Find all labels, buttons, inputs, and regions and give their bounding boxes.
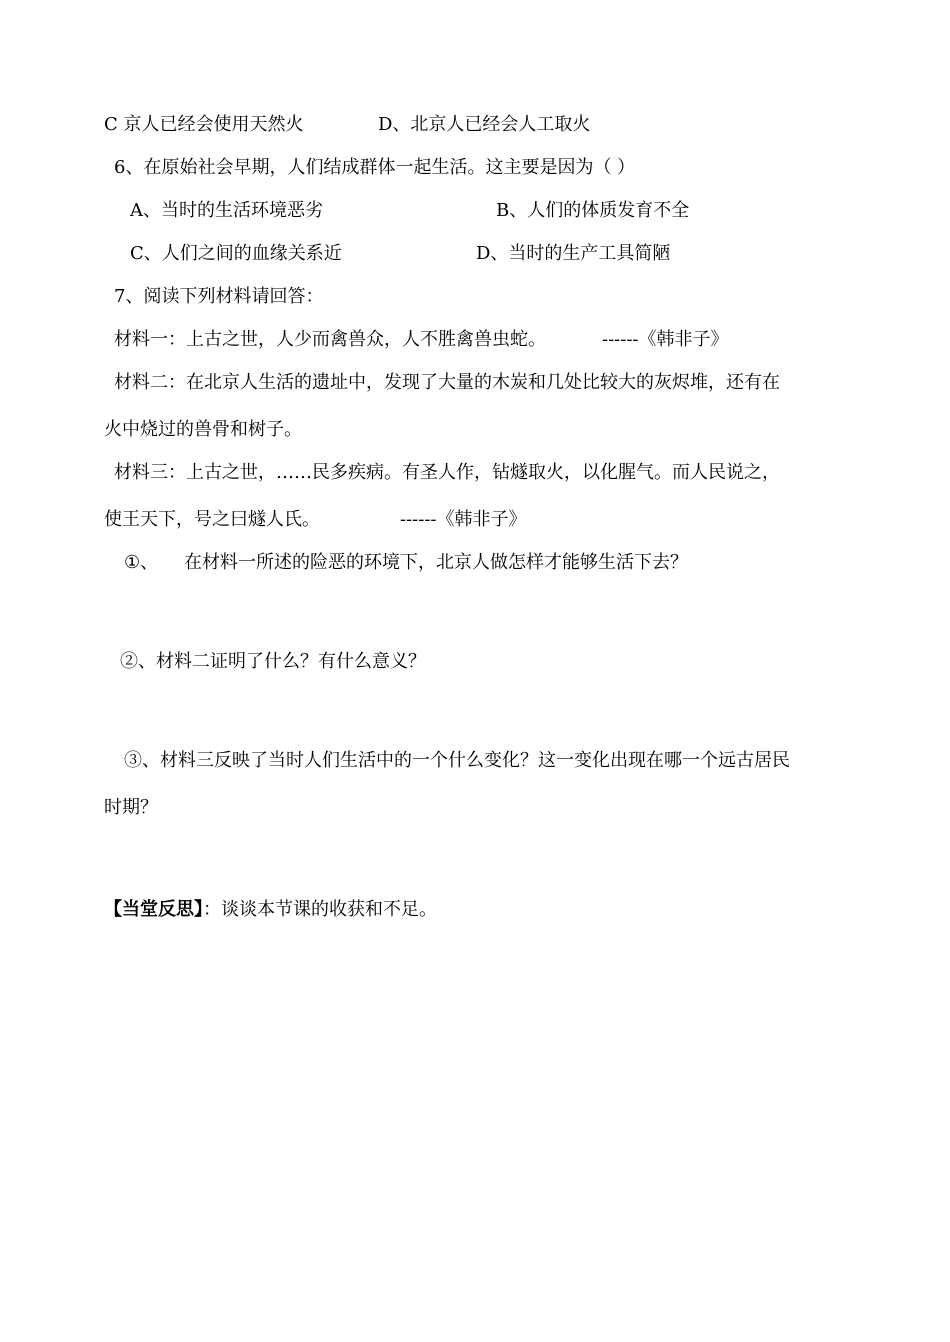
reflection-label: 【当堂反思】 (104, 899, 203, 920)
q7-material2-line1: 材料二：在北京人生活的遗址中，发现了大量的木炭和几处比较大的灰烬堆，还有在 (114, 372, 780, 393)
q7-material1-source: ------《韩非子》 (602, 329, 729, 350)
q6-option-c: C、人们之间的血缘关系近 (130, 243, 342, 264)
q7-sub1-number: ①、 (124, 552, 159, 573)
q6-stem: 6、在原始社会早期，人们结成群体一起生活。这主要是因为（ ） (114, 157, 636, 178)
q7-sub3-line2: 时期？ (104, 797, 158, 818)
reflection-row (104, 898, 437, 922)
reflection-prompt: ：谈谈本节课的收获和不足。 (203, 899, 437, 920)
q7-sub2-question: ②、材料二证明了什么？有什么意义？ (120, 651, 426, 672)
q6-option-a: A、当时的生活环境恶劣 (130, 200, 323, 221)
q7-material2-line2: 火中烧过的兽骨和树子。 (104, 419, 302, 440)
q5-option-d: D、北京人已经会人工取火 (378, 114, 591, 135)
q7-sub1-question: 在材料一所述的险恶的环境下，北京人做怎样才能够生活下去？ (184, 552, 688, 573)
q7-material1: 材料一：上古之世，人少而禽兽众，人不胜禽兽虫蛇。 (114, 329, 546, 350)
q7-material3-line1: 材料三：上古之世，……民多疾病。有圣人作，钻燧取火，以化腥气。而人民说之， (114, 462, 780, 483)
q7-material3-source: ------《韩非子》 (400, 509, 527, 530)
q6-option-d: D、当时的生产工具简陋 (476, 243, 671, 264)
q5-option-c: C 京人已经会使用天然火 (104, 114, 304, 135)
q6-option-b: B、人们的体质发育不全 (496, 200, 690, 221)
q7-material3-line2: 使王天下，号之曰燧人氏。 (104, 509, 320, 530)
q7-stem: 7、阅读下列材料请回答： (114, 286, 324, 307)
q7-sub3-line1: ③、材料三反映了当时人们生活中的一个什么变化？这一变化出现在哪一个远古居民 (124, 750, 790, 771)
